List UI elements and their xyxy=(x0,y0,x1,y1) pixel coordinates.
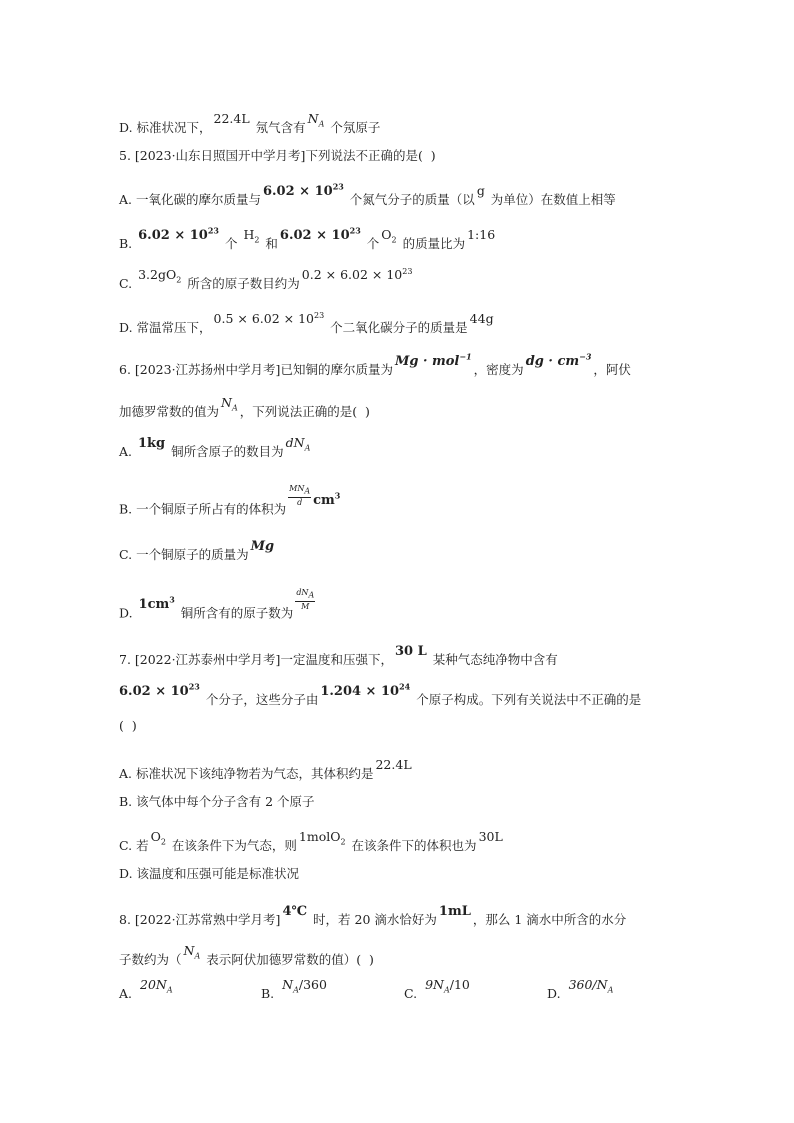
math: 1kg xyxy=(137,436,166,451)
math: $O_2$ xyxy=(150,829,166,847)
math: $dN_A$ xyxy=(285,435,311,453)
math: g xyxy=(476,183,485,198)
math: dg · $cm^{-3}$ xyxy=(525,351,592,369)
math: 44g xyxy=(469,311,494,326)
math: 22.4L xyxy=(213,111,250,126)
q5-option-b: B. $6.02 \times 10^{23}$ 个 $H_2$ 和$6.02 \times 10^{23}$ 个$O_2$ 的质量比为1:16 xyxy=(119,225,496,251)
math: 30 L xyxy=(394,644,427,659)
math: $9N_A/10$ xyxy=(425,977,470,995)
math: $6.02 \times 10^{23}$ xyxy=(279,225,361,243)
q7-option-d: D. 该温度和压强可能是标准状况 xyxy=(119,866,300,881)
q8-stem-2: 子数约为（$N_A$ 表示阿伏加德罗常数的值）( ) xyxy=(119,943,374,967)
q8-option-c: $C.9N_A/10$ xyxy=(404,977,470,1001)
math: $cm^3$ xyxy=(313,490,341,509)
math: $H_2$ xyxy=(243,227,260,245)
q6-option-b: B. 一个铜原子所占有的体积为 $\frac{MN_A}{d}$ $cm^3$ xyxy=(119,484,341,517)
math: $0.5 \times 6.02 \times 10^{23}$ xyxy=(213,310,325,326)
q8-option-a: $A.20N_A$ xyxy=(119,977,173,1001)
math: $6.02 \times 10^{23}$ xyxy=(138,225,219,243)
math: $1.204 \times 10^{24}$ xyxy=(320,681,411,699)
q8-stem: 8. [2022·江苏常熟中学月考]4℃ 时，若 20 滴水恰好为1mL，那么 1 滴水中所含的水分 xyxy=(119,904,627,927)
math: 30L xyxy=(478,829,503,844)
q7-stem: 7. [2022·江苏泰州中学月考]一定温度和压强下，30 L 某种气态纯净物中含有 xyxy=(119,644,558,667)
math: 1:16 xyxy=(467,227,496,242)
math: 1molO$_2$ xyxy=(298,829,346,847)
q6-option-a: A. 1kg 铜所含原子的数目为$dN_A$ xyxy=(119,435,311,459)
q6-stem: 6. [2023·江苏扬州中学月考]已知铜的摩尔质量为Mg · mol$^{-1}$，密度为dg · $cm^{-3}$，阿伏 xyxy=(119,351,631,377)
math: $1cm^3$ xyxy=(138,594,175,613)
q8-option-b: $B.N_A/360$ xyxy=(261,977,327,1001)
q5-option-c: C. $3.2gO_2$ 所含的原子数目约为$0.2 \times 6.02 \times 10^{23}$ xyxy=(119,266,413,291)
math: $3.2gO_2$ xyxy=(138,267,182,285)
q6-option-c: C. 一个铜原子的质量为Mg xyxy=(119,539,275,562)
q7-option-b: B. 该气体中每个分子含有 2 个原子 xyxy=(119,794,315,809)
math: $N_A$ xyxy=(183,943,201,961)
math: $N_A/360$ xyxy=(282,977,327,995)
q7-stem-2: $6.02 \times 10^{23}$ 个分子，这些分子由$1.204 \times 10^{24}$ 个原子构成。下列有关说法中不正确的是 xyxy=(119,681,642,707)
math: 1mL xyxy=(438,904,471,919)
q6-stem-2: 加德罗常数的值为$N_A$ ，下列说法正确的是( ) xyxy=(119,395,370,419)
q5-stem: 5. [2023·山东日照国开中学月考]下列说法不正确的是( ) xyxy=(119,148,436,163)
math: $20N_A$ xyxy=(140,977,173,995)
math: $N_A$ xyxy=(307,111,325,129)
fraction: $\frac{dN_A}{M}$ xyxy=(296,588,315,611)
q6-option-d: D. $1cm^3$ 铜所含有的原子数为 $\frac{dN_A}{M}$ xyxy=(119,588,315,621)
math: $6.02 \times 10^{23}$ xyxy=(262,181,344,199)
math: 22.4L xyxy=(375,757,412,772)
q7-option-c: C. 若$O_2$ 在该条件下为气态，则1molO$_2$ 在该条件下的体积也为30L xyxy=(119,829,503,853)
q5-option-d: D. 常温常压下，$0.5 \times 6.02 \times 10^{23}$ 个二氧化碳分子的质量是44g xyxy=(119,310,494,335)
math: Mg xyxy=(250,539,275,554)
q5-option-a: A. 一氧化碳的摩尔质量与$6.02 \times 10^{23}$ 个氮气分子的质量（以g 为单位）在数值上相等 xyxy=(119,181,616,207)
math: Mg · mol$^{-1}$ xyxy=(394,351,472,369)
fraction: $\frac{MN_A}{d}$ xyxy=(289,484,311,507)
math: $N_A$ xyxy=(221,395,238,413)
math: 4℃ xyxy=(282,904,308,919)
q4-option-d: D. 标准状况下，22.4L 氖气含有$N_A$ 个氖原子 xyxy=(119,111,381,135)
math: $6.02 \times 10^{23}$ xyxy=(119,681,200,699)
math: $0.2 \times 6.02 \times 10^{23}$ xyxy=(301,266,413,282)
math: $O_2$ xyxy=(381,227,397,245)
q7-option-a: A. 标准状况下该纯净物若为气态，其体积约是22.4L xyxy=(119,757,412,781)
math: $360/N_A$ xyxy=(568,977,614,995)
q7-stem-3: ( ) xyxy=(119,718,137,733)
q8-option-d: $D.360/N_A$ xyxy=(547,977,614,1001)
